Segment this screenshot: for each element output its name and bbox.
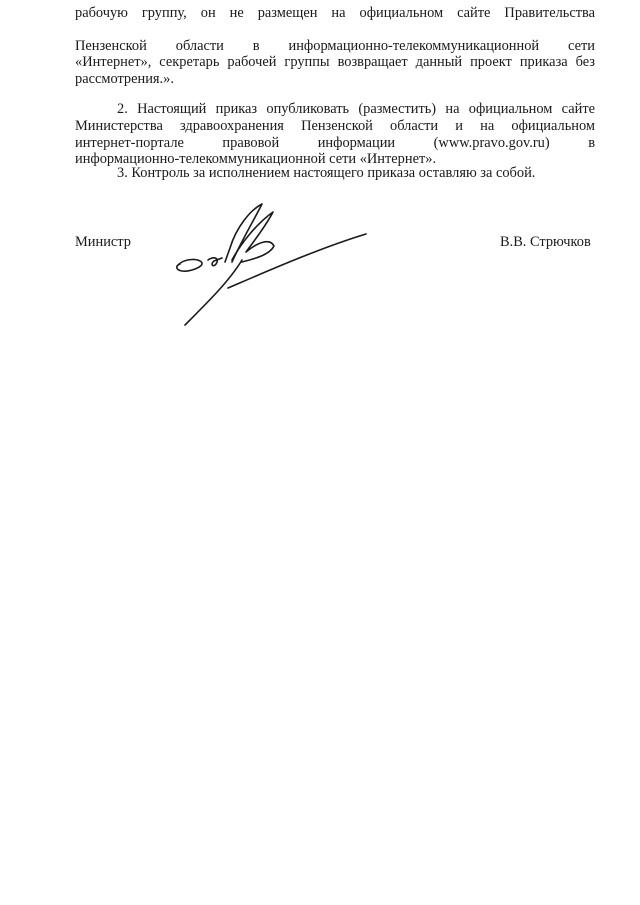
handwritten-signature [170, 200, 370, 330]
signatory-position: Министр [75, 234, 131, 250]
paragraph-3-line-1: 3. Контроль за исполнением настоящего приказа оставляю за собой. [117, 165, 536, 181]
paragraph-1-line-4: рассмотрения.». [75, 71, 174, 87]
paragraph-2-line-1: 2. Настоящий приказ опубликовать (разместить) на официальном сайте [117, 101, 595, 117]
paragraph-1-line-2: Пензенской области в информационно-телекоммуникационной сети [75, 38, 595, 54]
paragraph-2-line-3: интернет-портале правовой информации (www.pravo.gov.ru) в [75, 135, 595, 151]
paragraph-1-line-3: «Интернет», секретарь рабочей группы возвращает данный проект приказа без [75, 54, 595, 70]
paragraph-2-line-2: Министерства здравоохранения Пензенской области и на официальном [75, 118, 595, 134]
paragraph-2-line-4: информационно-телекоммуникационной сети «Интернет». [75, 151, 437, 167]
paragraph-1-line-1: рабочую группу, он не размещен на официальном сайте Правительства [75, 5, 595, 21]
signatory-name: В.В. Стрючков [500, 234, 591, 250]
